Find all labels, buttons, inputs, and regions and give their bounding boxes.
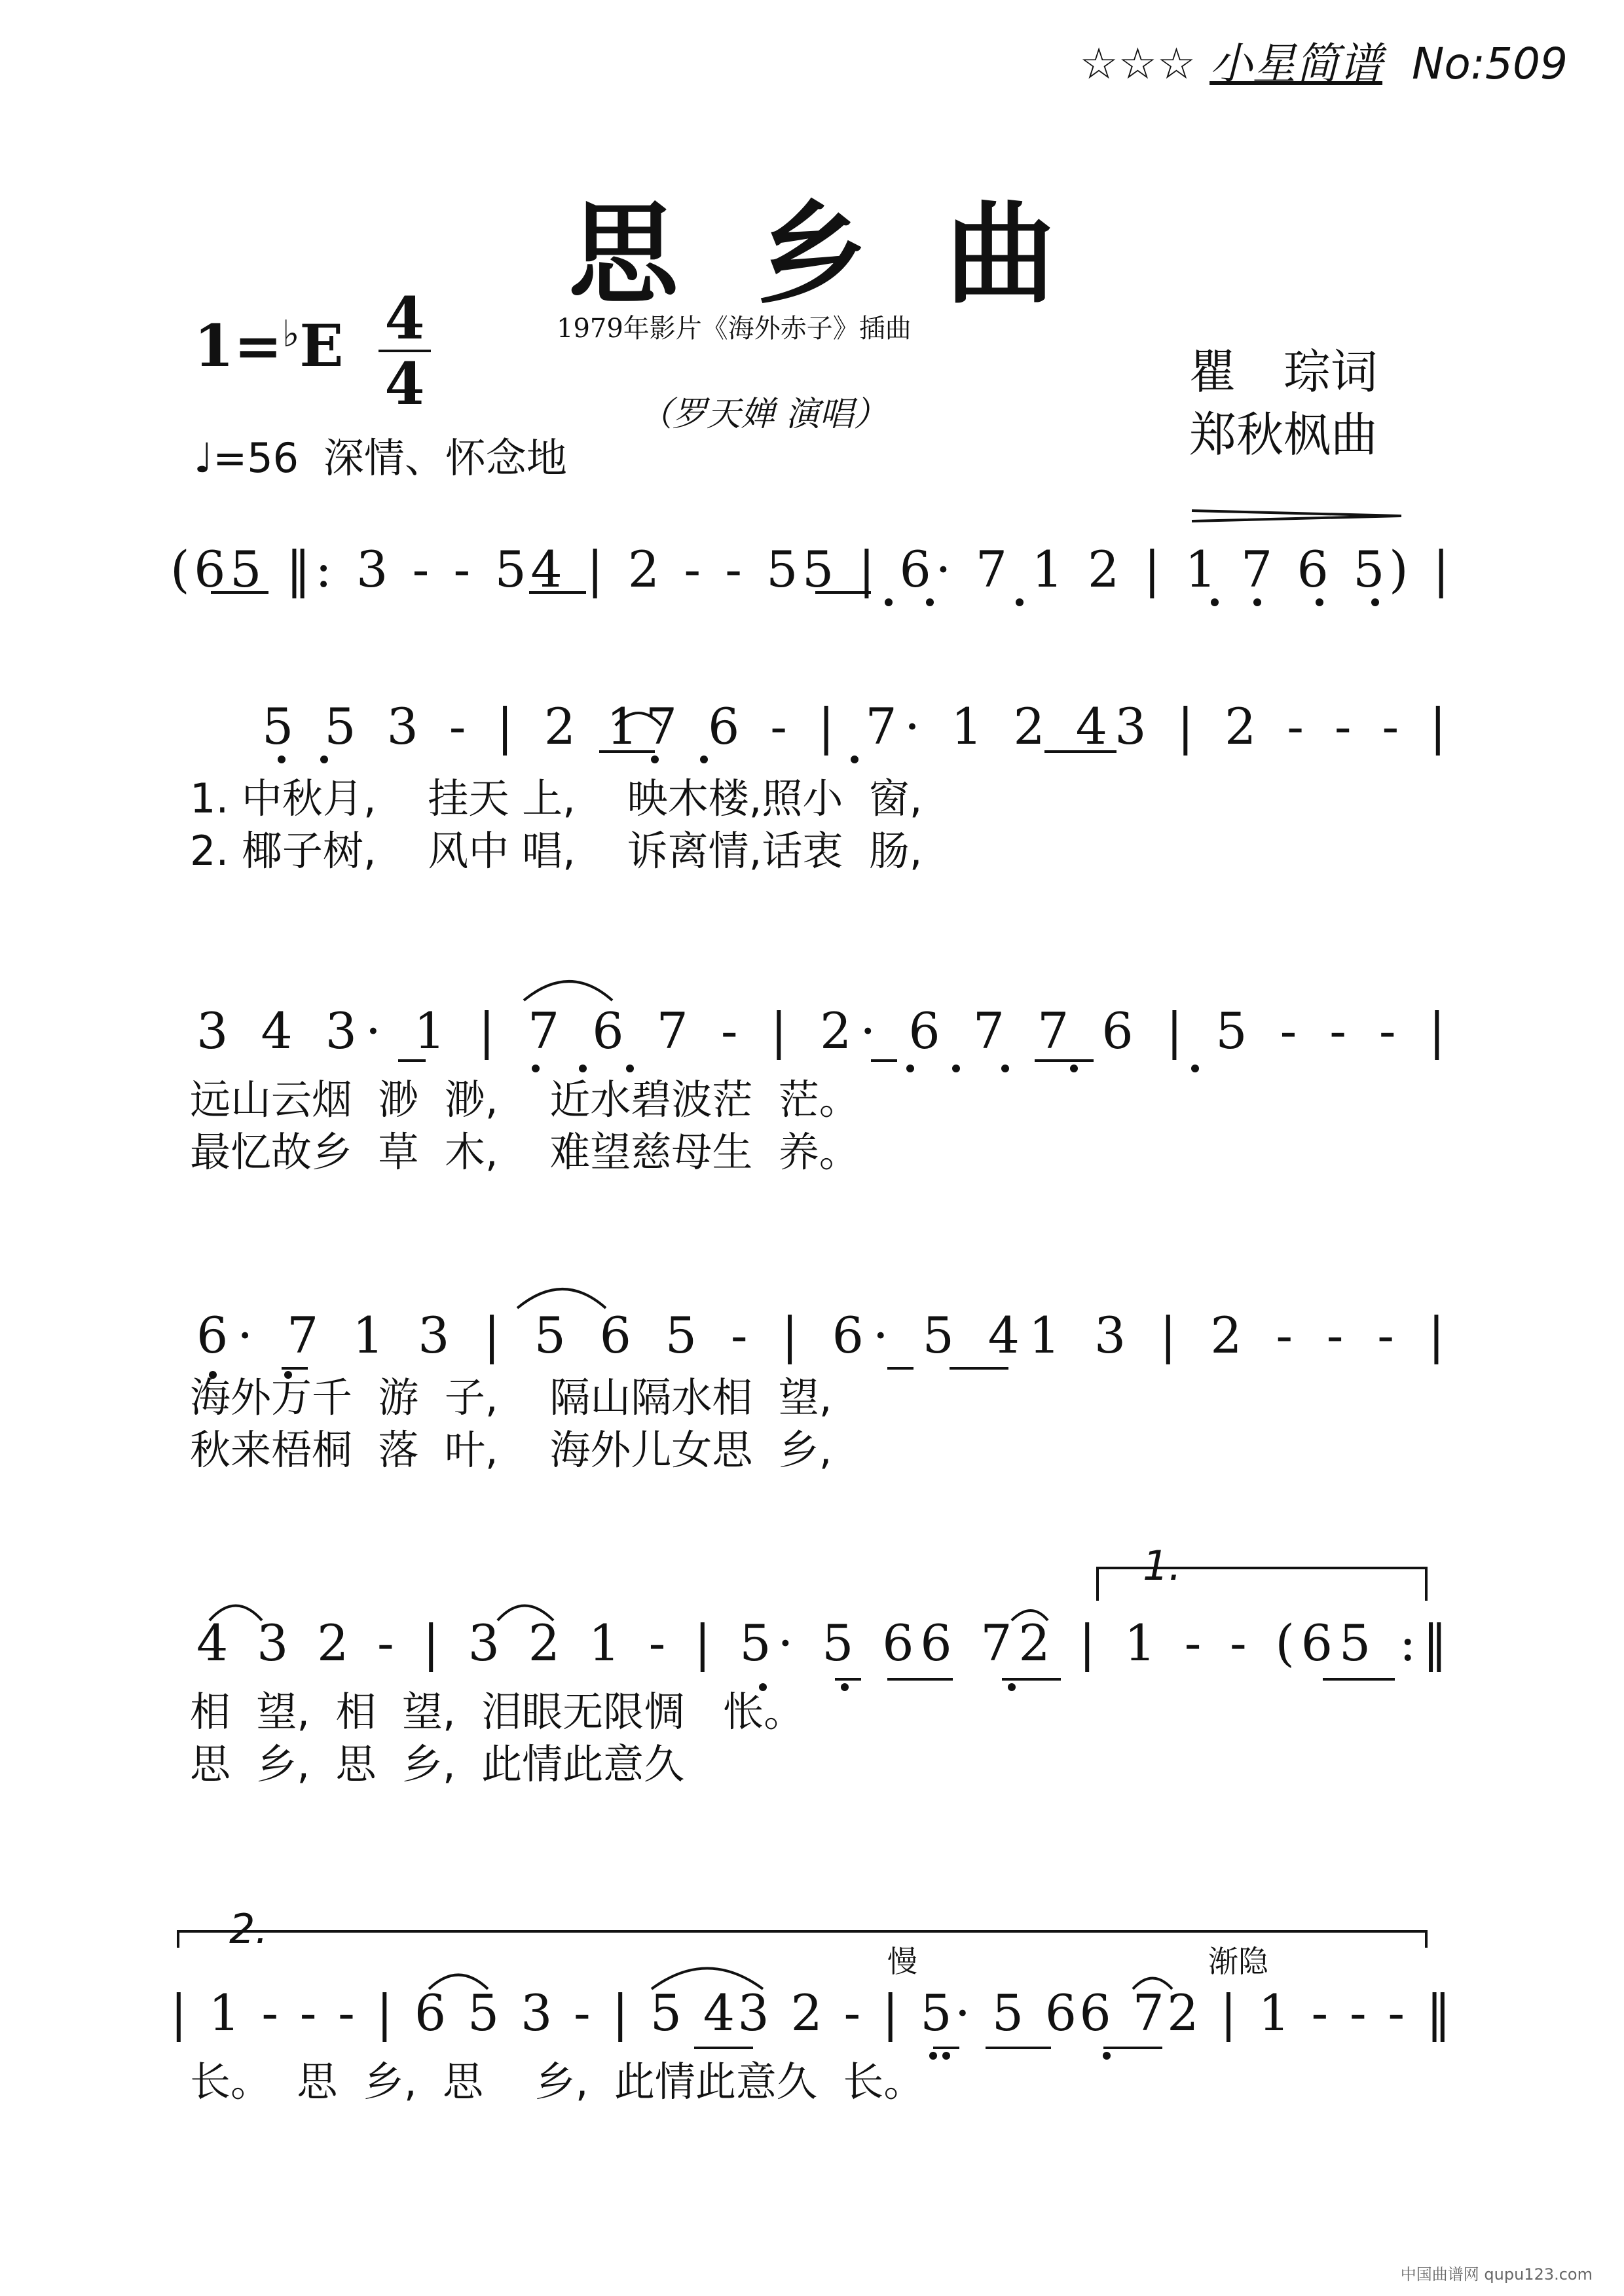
- slur: [517, 1289, 606, 1308]
- lyric-line-3-verse-2: 最忆故乡 草 木, 难望慈母生 养。: [190, 1128, 860, 1176]
- watermark: 中国曲谱网 qupu123.com: [1400, 2265, 1593, 2284]
- song-title: 思乡曲: [568, 189, 1134, 319]
- slow-marking: 慢: [887, 1944, 917, 1979]
- lyric-line-5-verse-1: 相 望, 相 望, 泪眼无限惆 怅。: [190, 1688, 805, 1736]
- key-note: E: [299, 312, 344, 380]
- time-signature-top: 4: [384, 284, 425, 352]
- song-performer: （罗天婵 演唱）: [638, 395, 888, 434]
- notation-row: 5 5 3 - | 2 17 6 - | 7· 1 2 43 | 2 - - - |: [262, 697, 1454, 756]
- lyricist: 瞿 琮词: [1189, 344, 1378, 399]
- notation-row: | 1 - - - | 6 5 3 - | 5 43 2 - | 5· 5 66 72 | 1 - - - ‖: [170, 1984, 1454, 2042]
- song-subtitle: 1979年影片《海外赤子》插曲: [557, 314, 912, 344]
- score-number: No:509: [1412, 39, 1568, 89]
- lyric-line-2-verse-2: 2. 椰子树, 风中 唱, 诉离情,话衷 肠,: [190, 827, 923, 875]
- tempo-value: =56: [213, 434, 299, 482]
- time-signature-bottom: 4: [384, 350, 425, 418]
- quarter-note-icon: ♩: [194, 434, 213, 482]
- flat-icon: ♭: [282, 313, 300, 355]
- notation-system-1: [170, 540, 1454, 619]
- site-name: 小星简谱: [1209, 39, 1383, 89]
- fade-out-marking: 渐隐: [1208, 1944, 1268, 1979]
- lyric-line-2-verse-1: 1. 中秋月, 挂天 上, 映木楼,照小 窗,: [190, 774, 923, 822]
- ending-1-label: 1.: [1143, 1542, 1182, 1590]
- lyric-line-5-verse-2: 思 乡, 思 乡, 此情此意久: [190, 1740, 685, 1788]
- notation-row: 4 3 2 - | 3 2 1 - | 5· 5 66 72 | 1 - - (65 :‖: [196, 1614, 1454, 1672]
- notation-row: 6· 7 1 3 | 5 6 5 - | 6· 5 41 3 | 2 - - - |: [196, 1306, 1454, 1364]
- lyric-line-4-verse-1: 海外万千 游 子, 隔山隔水相 望,: [190, 1374, 832, 1421]
- notation-row: (65 ‖: 3 - - 54 | 2 - - 55 | 6· 7 1 2 | 1 7 6 5) |: [170, 540, 1454, 598]
- lyric-line-3-verse-1: 远山云烟 渺 渺, 近水碧波茫 茫。: [190, 1076, 860, 1123]
- ending-2-label: 2.: [229, 1905, 268, 1953]
- slur: [524, 981, 612, 1000]
- lyric-line-6: 长。 思 乡, 思 乡, 此情此意久 长。: [190, 2058, 925, 2105]
- tempo-expression: 深情、怀念地: [323, 434, 567, 482]
- notation-row: 3 4 3· 1 | 7 6 7 - | 2· 6 7 7 6 | 5 - - - |: [196, 1002, 1454, 1060]
- notation-system-2: [170, 697, 1454, 776]
- stars-icon: ☆☆☆: [1079, 39, 1196, 89]
- key-prefix: 1=: [194, 312, 282, 380]
- decrescendo-hairpin: [1192, 511, 1401, 521]
- lyric-line-4-verse-2: 秋来梧桐 落 叶, 海外儿女思 乡,: [190, 1426, 832, 1474]
- composer: 郑秋枫曲: [1189, 407, 1378, 462]
